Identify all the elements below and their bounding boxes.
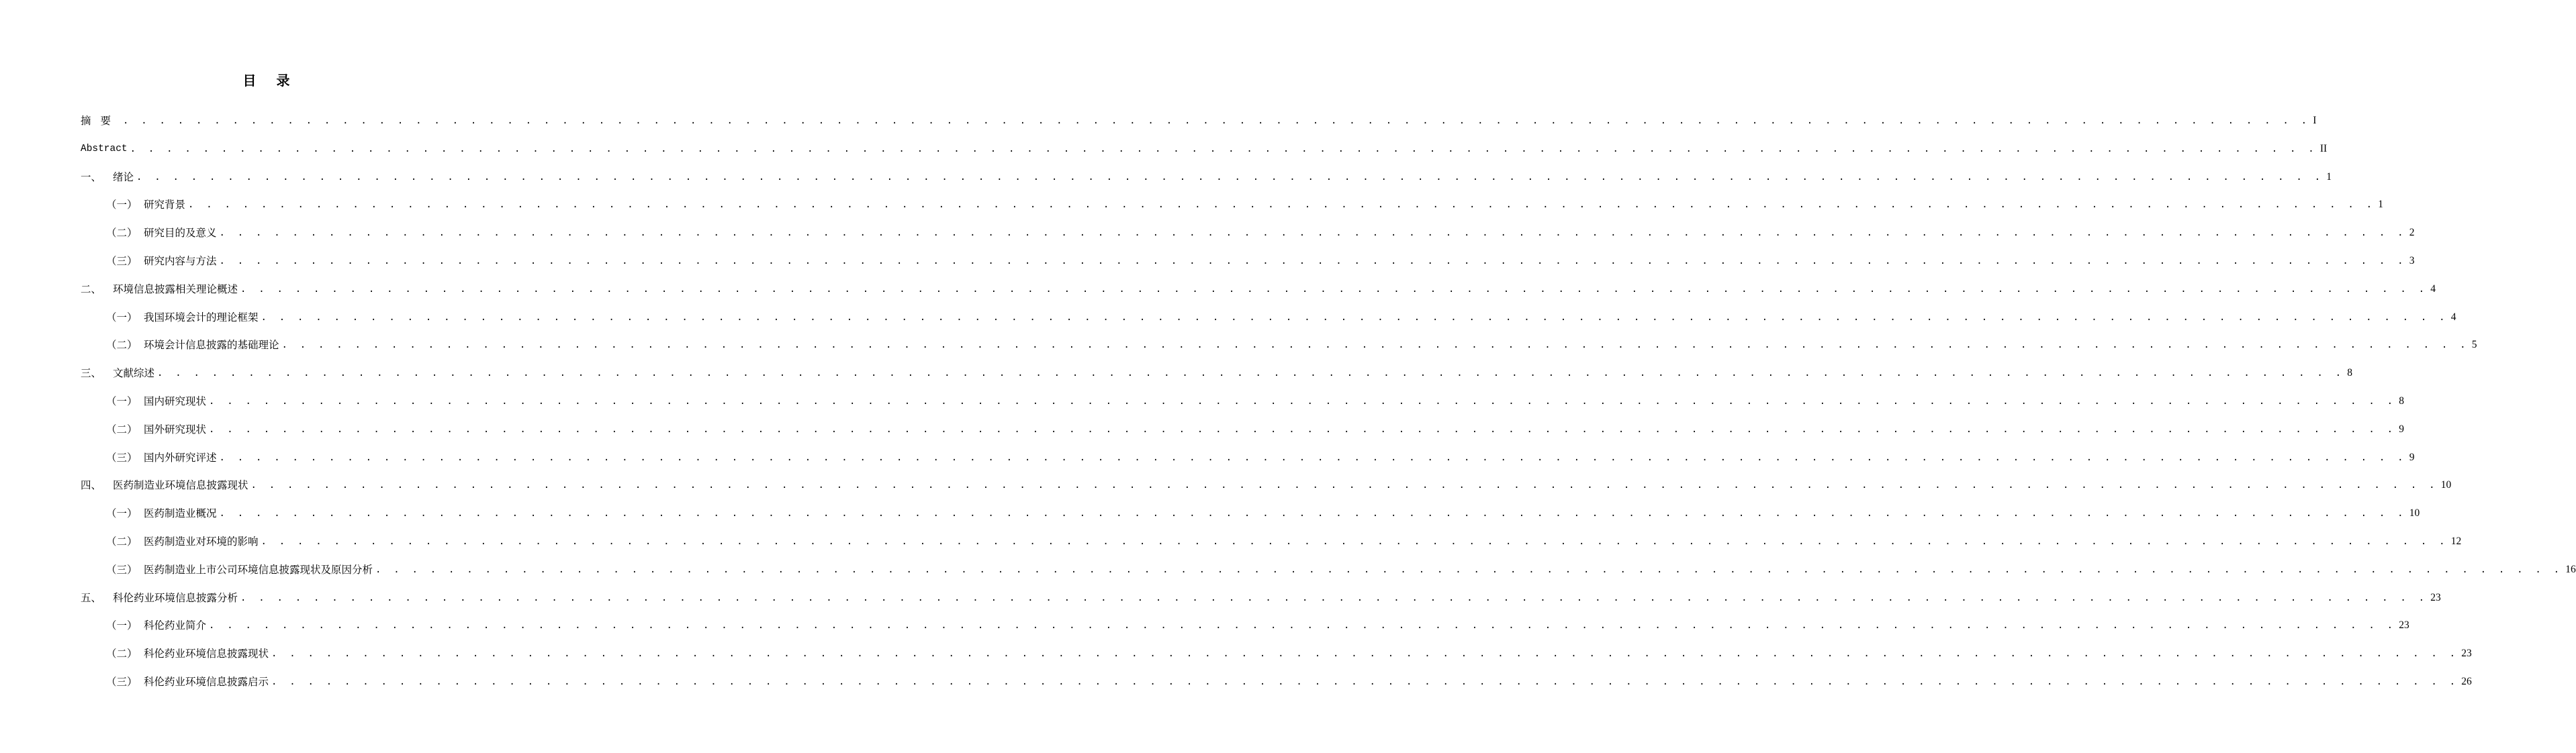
toc-dot-leader: . . . . . . . . . . . . . . . . . . . . . . . . . . . . . . . . . . . . . . . . . . . . . . . . . . . . . . . . . . . . . . . . . . . . . . . . . . . . . . . . . . . . . . . . . . . . . . . . . . . . . . . . . . . . . . . . . . . . . . . . <box>219 452 2407 463</box>
toc-list <box>81 113 2576 702</box>
toc-entry-number: （一） <box>106 395 138 407</box>
toc-entry-label: 科伦药业环境信息披露现状 <box>144 648 269 660</box>
toc-entry-label: 绪论 <box>113 170 134 183</box>
toc-entry-page-number: 1 <box>2378 199 2384 211</box>
toc-dot-leader: . . . . . . . . . . . . . . . . . . . . . . . . . . . . . . . . . . . . . . . . . . . . . . . . . . . . . . . . . . . . . . . . . . . . . . . . . . . . . . . . . . . . . . . . . . . . . . . . . . . . . . . . . . . . . . . . . . . . . . . . <box>271 676 2459 687</box>
toc-dot-leader: . . . . . . . . . . . . . . . . . . . . . . . . . . . . . . . . . . . . . . . . . . . . . . . . . . . . . . . . . . . . . . . . . . . . . . . . . . . . . . . . . . . . . . . . . . . . . . . . . . . . . . . . . . . . . . . . . . . . . . . . <box>209 620 2397 632</box>
toc-entry-page-number: II <box>2319 142 2328 154</box>
toc-entry[interactable] <box>81 253 2415 281</box>
toc-entry-label: 国外研究现状 <box>144 423 207 436</box>
toc-entry[interactable] <box>81 477 2452 505</box>
toc-entry-page-number: 12 <box>2450 535 2462 547</box>
toc-entry-page-number: 26 <box>2461 675 2472 687</box>
toc-entry[interactable] <box>81 197 2384 225</box>
toc-entry[interactable] <box>81 534 2462 562</box>
toc-entry[interactable] <box>81 169 2332 197</box>
toc-entry-label: 科伦药业环境信息披露启示 <box>144 675 269 688</box>
toc-entry-number: （三） <box>106 254 138 267</box>
toc-entry-label: 科伦药业环境信息披露分析 <box>113 591 238 604</box>
toc-entry-page-number: I <box>2313 115 2317 126</box>
toc-entry-number: 一、 <box>81 170 102 183</box>
toc-dot-leader: . . . . . . . . . . . . . . . . . . . . . . . . . . . . . . . . . . . . . . . . . . . . . . . . . . . . . . . . . . . . . . . . . . . . . . . . . . . . . . . . . . . . . . . . . . . . . . . . . . . . . . . . . . . . . . . . . . . . . . . . <box>240 592 2428 603</box>
toc-entry-number: （二） <box>106 423 138 436</box>
toc-entry-label: Abstract <box>81 143 128 154</box>
toc-dot-leader: . . . . . . . . . . . . . . . . . . . . . . . . . . . . . . . . . . . . . . . . . . . . . . . . . . . . . . . . . . . . . . . . . . . . . . . . . . . . . . . . . . . . . . . . . . . . . . . . . . . . . . . . . . . . . . . . . . . . . . . . <box>271 648 2459 660</box>
toc-entry[interactable] <box>81 225 2415 253</box>
toc-entry-label: 国内外研究评述 <box>144 451 217 464</box>
toc-entry-number: 三、 <box>81 367 102 380</box>
toc-entry-label: 我国环境会计的理论框架 <box>144 311 259 323</box>
toc-dot-leader: . . . . . . . . . . . . . . . . . . . . . . . . . . . . . . . . . . . . . . . . . . . . . . . . . . . . . . . . . . . . . . . . . . . . . . . . . . . . . . . . . . . . . . . . . . . . . . . . . . . . . . . . . . . . . . . . . . . . . . . . <box>240 283 2428 295</box>
toc-entry-label: 医药制造业环境信息披露现状 <box>113 479 248 492</box>
toc-dot-leader: . . . . . . . . . . . . . . . . . . . . . . . . . . . . . . . . . . . . . . . . . . . . . . . . . . . . . . . . . . . . . . . . . . . . . . . . . . . . . . . . . . . . . . . . . . . . . . . . . . . . . . . . . . . . . . . . . . . . . . . . <box>130 143 2317 154</box>
toc-entry-number: （三） <box>106 675 138 688</box>
toc-entry-page-number: 3 <box>2409 254 2415 266</box>
toc-entry-number: （三） <box>106 563 138 576</box>
toc-entry[interactable] <box>81 309 2456 338</box>
toc-entry-number: （一） <box>106 507 138 520</box>
toc-entry-label: 国内研究现状 <box>144 395 207 407</box>
toc-entry-label: 研究背景 <box>144 199 186 211</box>
toc-entry-number: 四、 <box>81 479 102 492</box>
toc-dot-leader: . . . . . . . . . . . . . . . . . . . . . . . . . . . . . . . . . . . . . . . . . . . . . . . . . . . . . . . . . . . . . . . . . . . . . . . . . . . . . . . . . . . . . . . . . . . . . . . . . . . . . . . . . . . . . . . . . . . . . . . . <box>261 536 2448 547</box>
toc-title-char-1: 目 <box>242 72 257 89</box>
toc-entry[interactable] <box>81 337 2477 365</box>
toc-entry[interactable] <box>81 646 2472 674</box>
toc-dot-leader: . . . . . . . . . . . . . . . . . . . . . . . . . . . . . . . . . . . . . . . . . . . . . . . . . . . . . . . . . . . . . . . . . . . . . . . . . . . . . . . . . . . . . . . . . . . . . . . . . . . . . . . . . . . . . . . . . . . . . . . . <box>261 311 2448 323</box>
toc-entry[interactable] <box>81 590 2441 618</box>
toc-entry[interactable] <box>81 505 2420 534</box>
toc-title <box>0 70 533 89</box>
toc-entry-number: （一） <box>106 311 138 323</box>
toc-entry-page-number: 16 <box>2565 563 2576 575</box>
toc-entry-page-number: 5 <box>2471 339 2477 351</box>
toc-entry-page-number: 23 <box>2461 648 2472 660</box>
toc-dot-leader: . . . . . . . . . . . . . . . . . . . . . . . . . . . . . . . . . . . . . . . . . . . . . . . . . . . . . . . . . . . . . . . . . . . . . . . . . . . . . . . . . . . . . . . . . . . . . . . . . . . . . . . . . . . . . . . . . . . . . . . . <box>136 171 2324 183</box>
toc-entry[interactable] <box>81 141 2328 169</box>
toc-title-char-2: 录 <box>276 72 290 89</box>
toc-entry-number: （二） <box>106 339 138 352</box>
toc-dot-leader: . . . . . . . . . . . . . . . . . . . . . . . . . . . . . . . . . . . . . . . . . . . . . . . . . . . . . . . . . . . . . . . . . . . . . . . . . . . . . . . . . . . . . . . . . . . . . . . . . . . . . . . . . . . . . . . . . . . . . . . . <box>250 480 2438 491</box>
toc-entry-label: 环境会计信息披露的基础理论 <box>144 339 279 352</box>
toc-entry[interactable] <box>81 281 2436 309</box>
toc-entry-number: （二） <box>106 648 138 660</box>
toc-entry[interactable] <box>81 617 2409 646</box>
toc-entry-number: （二） <box>106 227 138 240</box>
toc-entry-label: 医药制造业概况 <box>144 507 217 520</box>
toc-entry[interactable] <box>81 421 2405 450</box>
toc-dot-leader: . . . . . . . . . . . . . . . . . . . . . . . . . . . . . . . . . . . . . . . . . . . . . . . . . . . . . . . . . . . . . . . . . . . . . . . . . . . . . . . . . . . . . . . . . . . . . . . . . . . . . . . . . . . . . . . . . . . . . . . . <box>188 199 2376 211</box>
toc-dot-leader: . . . . . . . . . . . . . . . . . . . . . . . . . . . . . . . . . . . . . . . . . . . . . . . . . . . . . . . . . . . . . . . . . . . . . . . . . . . . . . . . . . . . . . . . . . . . . . . . . . . . . . . . . . . . . . . . . . . . . . . . <box>219 255 2407 266</box>
toc-entry-page-number: 8 <box>2347 367 2353 379</box>
toc-entry-number: （一） <box>106 619 138 632</box>
toc-entry-page-number: 8 <box>2399 395 2405 407</box>
toc-dot-leader: . . . . . . . . . . . . . . . . . . . . . . . . . . . . . . . . . . . . . . . . . . . . . . . . . . . . . . . . . . . . . . . . . . . . . . . . . . . . . . . . . . . . . . . . . . . . . . . . . . . . . . . . . . . . . . . . . . . . . . . . <box>209 395 2397 407</box>
toc-entry[interactable] <box>81 674 2472 702</box>
toc-entry-label: 研究内容与方法 <box>144 254 217 267</box>
toc-entry-label: 科伦药业简介 <box>144 619 207 632</box>
toc-entry-page-number: 9 <box>2409 451 2415 463</box>
toc-entry-page-number: 4 <box>2450 311 2456 323</box>
toc-entry-page-number: 23 <box>2430 591 2441 603</box>
toc-entry-number: 五、 <box>81 591 102 604</box>
toc-entry-page-number: 4 <box>2430 283 2436 295</box>
toc-dot-leader: . . . . . . . . . . . . . . . . . . . . . . . . . . . . . . . . . . . . . . . . . . . . . . . . . . . . . . . . . . . . . . . . . . . . . . . . . . . . . . . . . . . . . . . . . . . . . . . . . . . . . . . . . . . . . . . . . . . . . . . . <box>209 423 2397 435</box>
toc-entry-label: 摘要 <box>81 115 121 127</box>
toc-entry[interactable] <box>81 365 2353 393</box>
toc-entry-label: 医药制造业上市公司环境信息披露现状及原因分析 <box>144 563 373 576</box>
toc-dot-leader: . . . . . . . . . . . . . . . . . . . . . . . . . . . . . . . . . . . . . . . . . . . . . . . . . . . . . . . . . . . . . . . . . . . . . . . . . . . . . . . . . . . . . . . . . . . . . . . . . . . . . . . . . . . . . . . . . . . . . . . . <box>219 508 2407 519</box>
toc-dot-leader: . . . . . . . . . . . . . . . . . . . . . . . . . . . . . . . . . . . . . . . . . . . . . . . . . . . . . . . . . . . . . . . . . . . . . . . . . . . . . . . . . . . . . . . . . . . . . . . . . . . . . . . . . . . . . . . . . . . . . . . . <box>157 368 2345 379</box>
toc-dot-leader: . . . . . . . . . . . . . . . . . . . . . . . . . . . . . . . . . . . . . . . . . . . . . . . . . . . . . . . . . . . . . . . . . . . . . . . . . . . . . . . . . . . . . . . . . . . . . . . . . . . . . . . . . . . . . . . . . . . . . . . . <box>375 564 2563 575</box>
toc-entry-label: 研究目的及意义 <box>144 227 217 240</box>
toc-entry-number: （二） <box>106 535 138 548</box>
toc-entry-page-number: 9 <box>2399 423 2405 435</box>
toc-entry[interactable] <box>81 562 2576 590</box>
toc-entry-number: 二、 <box>81 283 102 295</box>
toc-dot-leader: . . . . . . . . . . . . . . . . . . . . . . . . . . . . . . . . . . . . . . . . . . . . . . . . . . . . . . . . . . . . . . . . . . . . . . . . . . . . . . . . . . . . . . . . . . . . . . . . . . . . . . . . . . . . . . . . . . . . . . . . <box>281 340 2469 351</box>
toc-entry[interactable] <box>81 113 2317 141</box>
toc-entry-page-number: 10 <box>2440 479 2452 491</box>
toc-entry-label: 环境信息披露相关理论概述 <box>113 283 238 295</box>
toc-entry-page-number: 1 <box>2326 170 2332 183</box>
toc-entry-page-number: 2 <box>2409 227 2415 239</box>
toc-entry[interactable] <box>81 450 2415 478</box>
toc-dot-leader: . . . . . . . . . . . . . . . . . . . . . . . . . . . . . . . . . . . . . . . . . . . . . . . . . . . . . . . . . . . . . . . . . . . . . . . . . . . . . . . . . . . . . . . . . . . . . . . . . . . . . . . . . . . . . . . . . . . . . . . . <box>219 228 2407 239</box>
toc-entry[interactable] <box>81 393 2405 421</box>
toc-entry-number: （一） <box>106 199 138 211</box>
toc-entry-number: （三） <box>106 451 138 464</box>
toc-entry-page-number: 23 <box>2399 619 2409 632</box>
toc-dot-leader: . . . . . . . . . . . . . . . . . . . . . . . . . . . . . . . . . . . . . . . . . . . . . . . . . . . . . . . . . . . . . . . . . . . . . . . . . . . . . . . . . . . . . . . . . . . . . . . . . . . . . . . . . . . . . . . . . . . . . . . . <box>123 115 2311 126</box>
toc-entry-page-number: 10 <box>2409 507 2420 519</box>
toc-entry-label: 文献综述 <box>113 367 155 380</box>
toc-entry-label: 医药制造业对环境的影响 <box>144 535 259 548</box>
